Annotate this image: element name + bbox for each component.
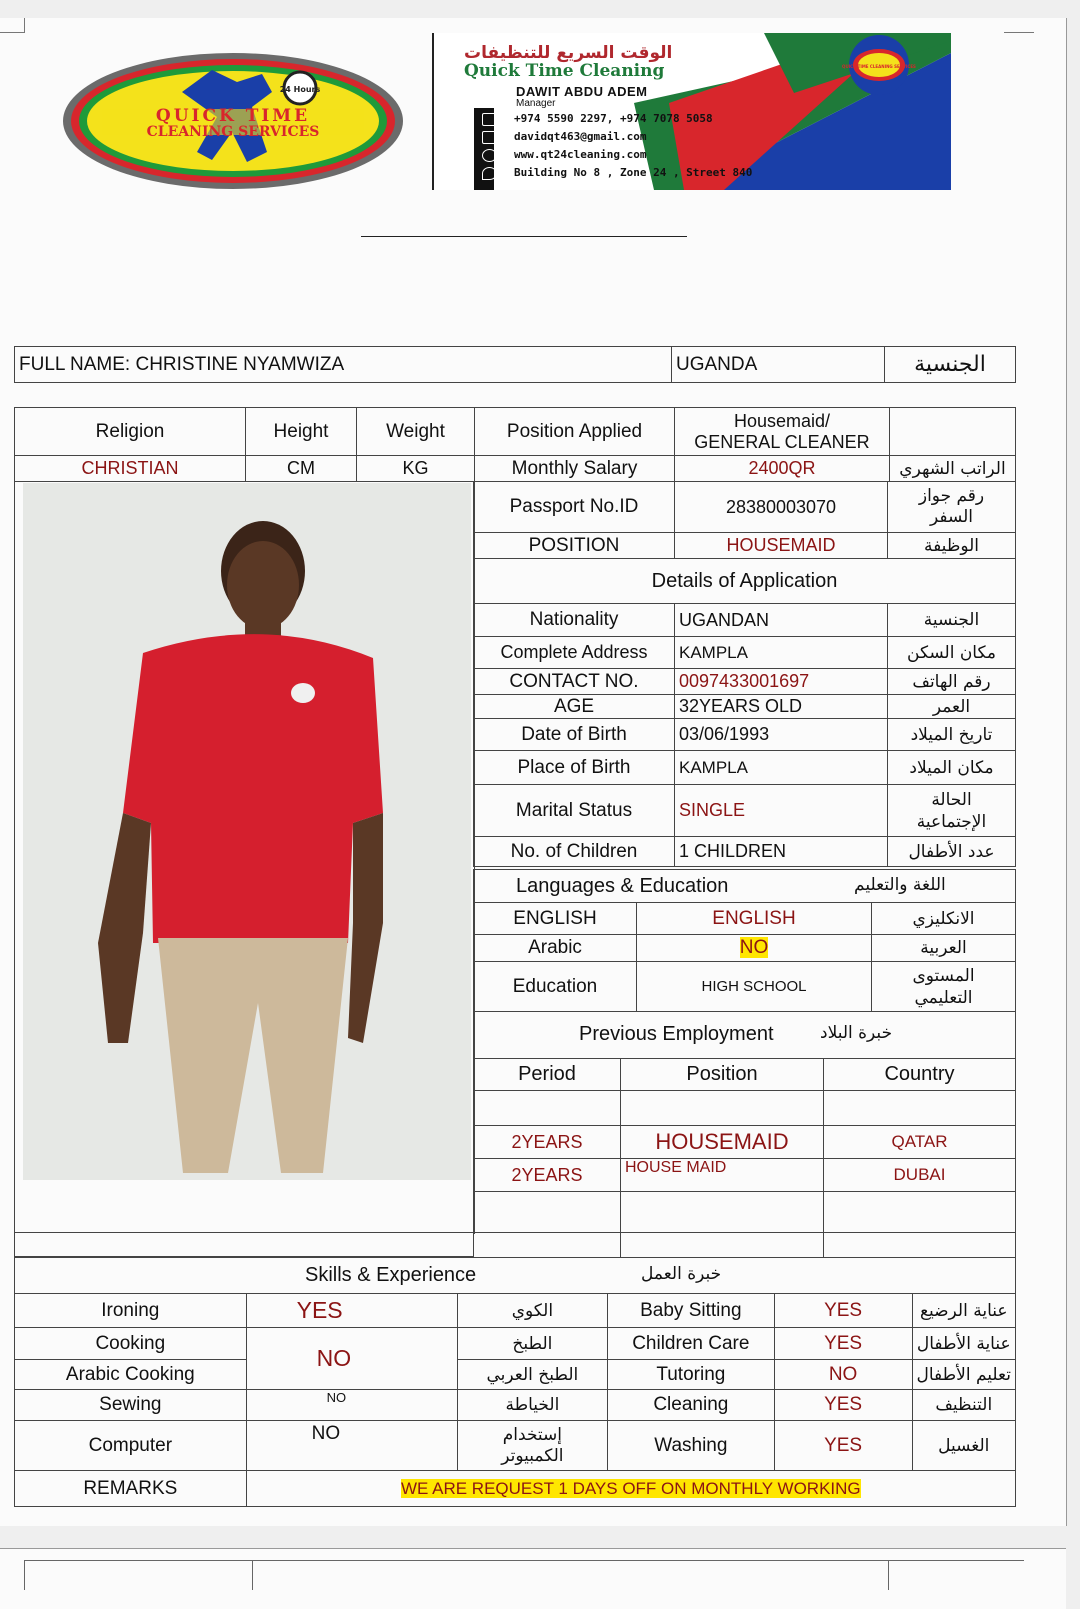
phone-icon bbox=[482, 113, 497, 126]
age-ar: العمر bbox=[888, 695, 1016, 719]
sewing-label: Sewing bbox=[15, 1390, 247, 1421]
full-name-table bbox=[14, 346, 1016, 383]
blank-row bbox=[14, 1232, 473, 1257]
nationality-label: Nationality bbox=[474, 604, 675, 637]
skills-table bbox=[14, 1257, 1016, 1507]
passport-value: 28380003070 bbox=[675, 482, 888, 533]
card-english-name: Quick Time Cleaning bbox=[464, 61, 665, 81]
english-value: ENGLISH bbox=[637, 903, 872, 935]
empty-cell bbox=[824, 1233, 1016, 1258]
next-page-table-line bbox=[888, 1560, 889, 1590]
manager-role: Manager bbox=[516, 98, 556, 109]
empty-cell bbox=[621, 1192, 824, 1233]
age-value: 32YEARS OLD bbox=[675, 695, 888, 719]
employment-period: 2YEARS bbox=[474, 1126, 621, 1159]
children-care-label: Children Care bbox=[607, 1328, 774, 1360]
country: UGANDA bbox=[672, 347, 885, 383]
cleaning-ar: التنظيف bbox=[912, 1390, 1016, 1421]
logo-text-2: CLEANING SERVICES bbox=[146, 124, 320, 140]
dob-ar: تاريخ الميلاد bbox=[888, 719, 1016, 751]
header-divider bbox=[361, 236, 687, 237]
page-corner-mark bbox=[1004, 18, 1034, 33]
contact-label: CONTACT NO. bbox=[474, 669, 675, 695]
applicant-photo bbox=[23, 483, 471, 1180]
baby-sitting-ar: عناية الرضيع bbox=[912, 1294, 1016, 1328]
employment-title-row bbox=[474, 1012, 1016, 1059]
ironing-label: Ironing bbox=[15, 1294, 247, 1328]
nationality-value: UGANDAN bbox=[675, 604, 888, 637]
arabic-label: Arabic bbox=[474, 935, 637, 962]
children-value: 1 CHILDREN bbox=[675, 837, 888, 867]
cooking-ar: الطبخ bbox=[457, 1328, 607, 1360]
logo-badge: 24 Hours bbox=[279, 85, 321, 94]
nationality-ar: الجنسية bbox=[885, 347, 1016, 383]
address-value: KAMPLA bbox=[675, 637, 888, 669]
employment-period: 2YEARS bbox=[474, 1159, 621, 1192]
pob-value: KAMPLA bbox=[675, 751, 888, 785]
cooking-value: NO bbox=[246, 1328, 457, 1390]
languages-title: Languages & Education bbox=[516, 875, 729, 897]
monthly-salary-label: Monthly Salary bbox=[475, 456, 675, 482]
marital-ar: الحالة الإجتماعية bbox=[888, 785, 1016, 837]
children-care-value: YES bbox=[774, 1328, 912, 1360]
address-label: Complete Address bbox=[474, 637, 675, 669]
tutoring-value: NO bbox=[774, 1360, 912, 1390]
monthly-salary-value: 2400QR bbox=[675, 456, 890, 482]
business-card bbox=[432, 33, 951, 190]
tutoring-label: Tutoring bbox=[607, 1360, 774, 1390]
top-info-table bbox=[14, 407, 1016, 482]
empty-cell bbox=[824, 1192, 1016, 1233]
empty-cell bbox=[824, 1091, 1016, 1126]
washing-label: Washing bbox=[607, 1421, 774, 1471]
computer-ar: إستخدام الكمبيوتر bbox=[457, 1421, 607, 1471]
monthly-salary-ar: الراتب الشهري bbox=[890, 456, 1016, 482]
weight-label: Weight bbox=[357, 408, 475, 456]
position-ar: الوظيفة bbox=[888, 533, 1016, 559]
company-logo bbox=[62, 52, 404, 190]
passport-label: Passport No.ID bbox=[474, 482, 675, 533]
pob-label: Place of Birth bbox=[474, 751, 675, 785]
full-name: FULL NAME: CHRISTINE NYAMWIZA bbox=[15, 347, 672, 383]
location-icon bbox=[482, 167, 497, 180]
height-label: Height bbox=[246, 408, 357, 456]
employment-position: HOUSEMAID bbox=[621, 1126, 824, 1159]
nationality-ar-2: الجنسية bbox=[888, 604, 1016, 637]
arabic-value: NO bbox=[739, 937, 769, 958]
logo-text-1: QUICK TIME bbox=[155, 106, 311, 126]
children-care-ar: عناية الأطفال bbox=[912, 1328, 1016, 1360]
computer-value: NO bbox=[246, 1421, 457, 1471]
card-website: www.qt24cleaning.com bbox=[514, 148, 647, 161]
ironing-value: YES bbox=[246, 1294, 457, 1328]
weight-value: KG bbox=[357, 456, 475, 482]
employment-table bbox=[473, 1011, 1016, 1258]
globe-icon bbox=[482, 149, 497, 162]
address-ar: مكان السكن bbox=[888, 637, 1016, 669]
card-phone: +974 5590 2297, +974 7078 5058 bbox=[514, 112, 713, 125]
pob-ar: مكان الميلاد bbox=[888, 751, 1016, 785]
next-page-table-line bbox=[24, 1560, 1024, 1561]
religion-label: Religion bbox=[15, 408, 246, 456]
next-page bbox=[0, 1548, 1066, 1609]
details-table bbox=[473, 481, 1016, 867]
arabic-value-cell bbox=[637, 935, 872, 962]
contact-ar: رقم الهاتف bbox=[888, 669, 1016, 695]
next-page-table-line bbox=[252, 1560, 253, 1590]
baby-sitting-value: YES bbox=[774, 1294, 912, 1328]
email-icon bbox=[482, 131, 497, 144]
languages-title-row bbox=[474, 870, 1016, 903]
position-label: POSITION bbox=[474, 533, 675, 559]
position-value: HOUSEMAID bbox=[675, 533, 888, 559]
empty-cell bbox=[474, 1091, 621, 1126]
position-header: Position bbox=[621, 1059, 824, 1091]
card-badge-text: QUICK TIME CLEANING SERVICES bbox=[842, 64, 916, 69]
next-page-table-line bbox=[24, 1560, 25, 1590]
marital-label: Marital Status bbox=[474, 785, 675, 837]
arabic-cooking-ar: الطبخ العربي bbox=[457, 1360, 607, 1390]
card-email: davidqt463@gmail.com bbox=[514, 130, 647, 143]
children-ar: عدد الأطفال bbox=[888, 837, 1016, 867]
arabic-ar: العربية bbox=[872, 935, 1016, 962]
passport-ar: رقم جواز السفر bbox=[888, 482, 1016, 533]
employment-position: HOUSE MAID bbox=[621, 1159, 824, 1192]
employment-country: DUBAI bbox=[824, 1159, 1016, 1192]
empty-cell bbox=[474, 1233, 621, 1258]
contact-value: 0097433001697 bbox=[675, 669, 888, 695]
skills-title-row bbox=[15, 1258, 1016, 1294]
position-applied-value: Housemaid/ GENERAL CLEANER bbox=[675, 408, 890, 456]
computer-label: Computer bbox=[15, 1421, 247, 1471]
cooking-label: Cooking bbox=[15, 1328, 247, 1360]
empty-cell bbox=[890, 408, 1016, 456]
sewing-value: NO bbox=[246, 1390, 457, 1421]
employment-country: QATAR bbox=[824, 1126, 1016, 1159]
ironing-ar: الكوي bbox=[457, 1294, 607, 1328]
period-header: Period bbox=[474, 1059, 621, 1091]
cleaning-value: YES bbox=[774, 1390, 912, 1421]
manager-name: DAWIT ABDU ADEM bbox=[516, 84, 648, 99]
page-corner-mark bbox=[0, 18, 25, 33]
tutoring-ar: تعليم الأطفال bbox=[912, 1360, 1016, 1390]
card-address: Building No 8 , Zone 24 , Street 840 bbox=[514, 166, 753, 179]
sewing-ar: الخياطة bbox=[457, 1390, 607, 1421]
country-header: Country bbox=[824, 1059, 1016, 1091]
empty-cell bbox=[621, 1233, 824, 1258]
employment-title-ar: خبرة البلاد bbox=[820, 1023, 893, 1043]
employment-title: Previous Employment bbox=[579, 1023, 774, 1045]
arabic-cooking-label: Arabic Cooking bbox=[15, 1360, 247, 1390]
remarks-cell bbox=[246, 1471, 1015, 1507]
position-applied-label: Position Applied bbox=[475, 408, 675, 456]
baby-sitting-label: Baby Sitting bbox=[607, 1294, 774, 1328]
age-label: AGE bbox=[474, 695, 675, 719]
languages-table bbox=[473, 869, 1016, 1012]
skills-title: Skills & Experience bbox=[305, 1264, 477, 1286]
skills-title-ar: خبرة العمل bbox=[641, 1264, 722, 1284]
languages-title-ar: اللغة والتعليم bbox=[854, 875, 946, 895]
dob-value: 03/06/1993 bbox=[675, 719, 888, 751]
education-ar: المستوى التعليمي bbox=[872, 962, 1016, 1012]
cleaning-label: Cleaning bbox=[607, 1390, 774, 1421]
dob-label: Date of Birth bbox=[474, 719, 675, 751]
english-label: ENGLISH bbox=[474, 903, 637, 935]
education-label: Education bbox=[474, 962, 637, 1012]
children-label: No. of Children bbox=[474, 837, 675, 867]
details-title: Details of Application bbox=[474, 559, 1016, 604]
card-arabic-name: الوقت السريع للتنظيفات bbox=[464, 43, 673, 63]
washing-ar: الغسيل bbox=[912, 1421, 1016, 1471]
height-value: CM bbox=[246, 456, 357, 482]
empty-cell bbox=[474, 1192, 621, 1233]
washing-value: YES bbox=[774, 1421, 912, 1471]
remarks-value: WE ARE REQUEST 1 DAYS OFF ON MONTHLY WORKING bbox=[400, 1478, 861, 1498]
remarks-label: REMARKS bbox=[15, 1471, 247, 1507]
marital-value: SINGLE bbox=[675, 785, 888, 837]
empty-cell bbox=[621, 1091, 824, 1126]
english-ar: الانكليزي bbox=[872, 903, 1016, 935]
religion-value: CHRISTIAN bbox=[15, 456, 246, 482]
education-value: HIGH SCHOOL bbox=[637, 962, 872, 1012]
